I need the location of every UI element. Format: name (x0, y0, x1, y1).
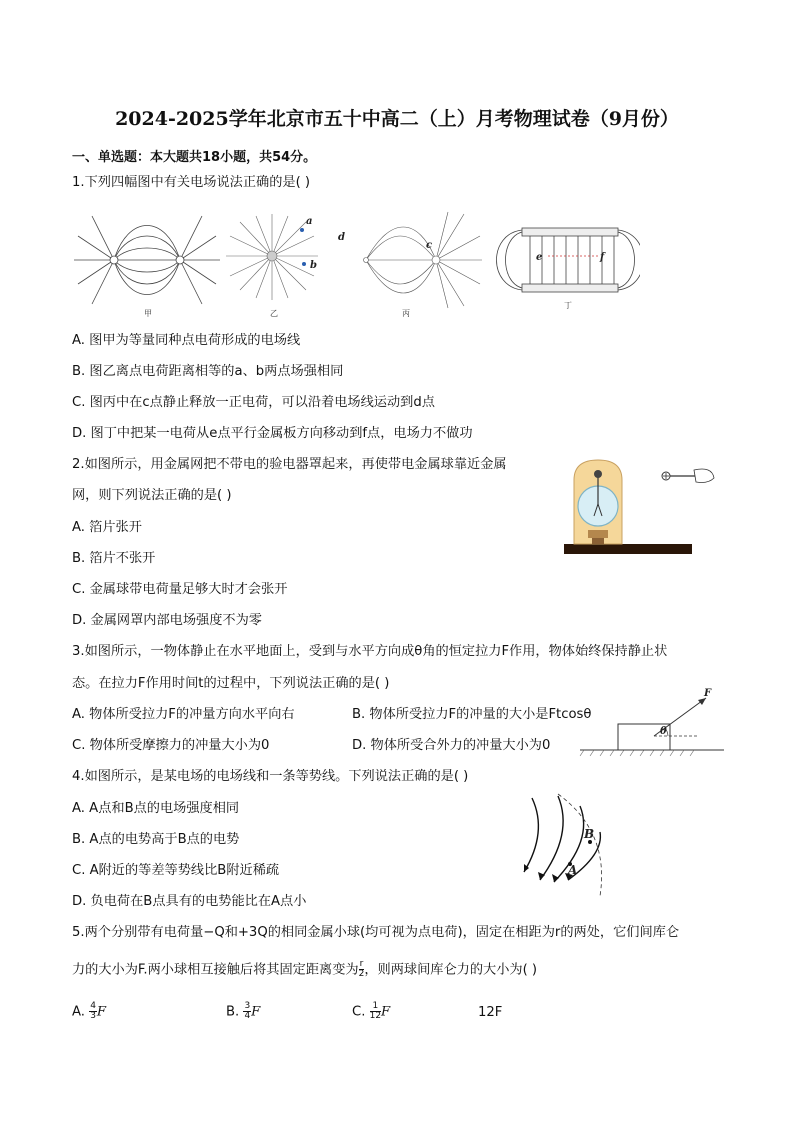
label-a: a (306, 216, 313, 227)
q4-option-a: A. A点和B点的电场强度相同 (72, 801, 240, 816)
caption-yi: 乙 (270, 309, 278, 318)
q5-option-d: 12F (478, 1005, 503, 1020)
q3-option-a: A. 物体所受拉力F的冲量方向水平向右 (72, 707, 295, 722)
q5-distance-fraction: $\frac{r}{2}$ (358, 959, 365, 979)
q3-option-c: C. 物体所受摩擦力的冲量大小为0 (72, 738, 270, 753)
page-title: 2024-2025学年北京市五十中高二（上）月考物理试卷（9月份） (115, 108, 679, 130)
q3-stem: 3.如图所示，一物体静止在水平地面上，受到与水平方向成θ角的恒定拉力F作用，物体始终保持静止状 (72, 644, 668, 659)
q4-option-b: B. A点的电势高于B点的电势 (72, 832, 240, 847)
q3-figure (578, 684, 728, 760)
q3-option-b: B. 物体所受拉力F的冲量的大小是Ftcosθ (352, 707, 592, 722)
label-c: c (426, 240, 433, 251)
q4-option-d: D. 负电荷在B点具有的电势能比在A点小 (72, 894, 307, 909)
q3-stem-line2: 态。在拉力F作用时间t的过程中，下列说法正确的是( ) (72, 676, 390, 691)
q3-option-d: D. 物体所受合外力的冲量大小为0 (352, 738, 551, 753)
label-b: b (310, 260, 317, 271)
q2-stem: 2.如图所示，用金属网把不带电的验电器罩起来，再使带电金属球靠近金属 (72, 457, 507, 472)
q4-stem: 4.如图所示，是某电场的电场线和一条等势线。下列说法正确的是( ) (72, 769, 469, 784)
caption-bing: 丙 (402, 309, 410, 318)
q1-option-b: B. 图乙离点电荷距离相等的a、b两点场强相同 (72, 364, 344, 379)
label-A: A (568, 863, 578, 877)
q5-option-c: C. $\frac{1}{12}$ F (352, 1001, 391, 1021)
q5-stem-line2b: ，则两球间库仑力的大小为( ) (364, 962, 538, 978)
q2-option-d: D. 金属网罩内部电场强度不为零 (72, 613, 262, 628)
q5-stem-line2 (72, 960, 537, 980)
q2-option-c: C. 金属球带电荷量足够大时才会张开 (72, 582, 288, 597)
q1-option-c: C. 图丙中在c点静止释放一正电荷，可以沿着电场线运动到d点 (72, 395, 435, 410)
figure-yi (226, 214, 318, 300)
q1-stem: 1.下列四幅图中有关电场说法正确的是( ) (72, 175, 311, 190)
q5-stem-line2a: 力的大小为F.两小球相互接触后将其固定距离变为 (72, 962, 359, 978)
label-f: f (600, 252, 605, 263)
section-heading: 一、单选题：本大题共18小题，共54分。 (72, 150, 317, 165)
q5-option-a: A. $\frac{4}{3}$ F (72, 1001, 107, 1021)
q1-option-d: D. 图丁中把某一电荷从e点平行金属板方向移动到f点，电场力不做功 (72, 426, 473, 441)
figure-ding (497, 228, 641, 292)
figure-jia (74, 216, 220, 304)
figure-bing (364, 212, 483, 308)
q1-figure (70, 208, 640, 320)
q2-stem-line2: 网，则下列说法正确的是( ) (72, 488, 232, 503)
q1-option-a: A. 图甲为等量同种点电荷形成的电场线 (72, 333, 301, 348)
label-d: d (338, 232, 345, 243)
q2-figure (562, 456, 722, 560)
q4-option-c: C. A附近的等差等势线比B附近稀疏 (72, 863, 280, 878)
q2-option-b: B. 箔片不张开 (72, 551, 156, 566)
label-B: B (584, 827, 595, 841)
caption-ding: 丁 (564, 301, 572, 310)
q5-stem: 5.两个分别带有电荷量−Q和+3Q的相同金属小球(均可视为点电荷)，固定在相距为r的两处，它们间库仑 (72, 925, 680, 940)
q4-figure (518, 792, 622, 896)
caption-jia: 甲 (144, 309, 152, 318)
label-e: e (536, 252, 543, 263)
label-theta: θ (660, 726, 667, 737)
label-F: F (704, 688, 712, 699)
q2-option-a: A. 箔片张开 (72, 520, 142, 535)
q5-option-b: B. $\frac{3}{4}$ F (226, 1001, 261, 1021)
